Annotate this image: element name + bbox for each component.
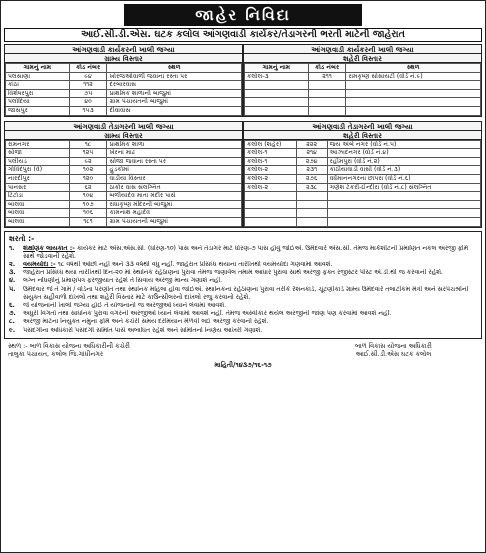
table-row [245,98,481,107]
condition-text: પસંદગીના અધિકારો પસંદગી સમિતિ પાસે અબાધિત રહેશે અને સમિતિનો નિર્ણય આખરી ગણાશે. [23,326,263,334]
table-row [6,140,242,149]
condition-item [9,302,477,310]
worker-urban-block [243,44,482,117]
cell-location: વર્ધમાનનગરના છાપરા (વોર્ડ નં.૬) [327,174,480,183]
cell-village: રામનગર [6,140,70,149]
cell-village: જાસપુર [6,106,70,115]
condition-text: જાહેરાત પ્રસિધ્ધ થયા તારીખથી દિન-૨૦ માં સ્થાનિક રહેઠાણના પુરાવા તેમજ જણાવેલ તમામ આધાર પુરાવા સાથે અરજી ફક્ત રજીસ્ટર પોસ્ટ એ.ડી.થી જ કરવાની રહેશે. [23,269,443,277]
cell-village: બાલવા [6,217,70,226]
cell-code: ૧૧૨ [69,81,107,90]
cell-code: ૪૦ [69,98,107,107]
table-row [245,106,481,115]
signatory-office: આઈ.સી.ડી.એસ ઘટક કલોલ [355,350,432,359]
cell-location: રહીમપુરા (વોર્ડ નં.૨) [327,157,480,166]
cell-village: પલીયડ [6,157,70,166]
cell-location: દીવાવાસ [107,106,242,115]
footer-place [8,342,299,359]
condition-item [9,261,477,269]
helper-urban-table [244,140,481,227]
condition-text: અરજી માટેના નિયુક્ત નમુના ફોર્મ અને કચેરી સમય દરમિયાન મેળવી લઈ અરજી કરવાની રહેશે. [23,318,269,326]
condition-item [9,327,477,335]
cell-location: કામનાથ મહાદેવ [107,209,242,218]
cell-code: ૨૩૧ [296,166,327,175]
helper-rural-block [4,121,243,228]
condition-item [9,318,477,326]
cell-village: કલોલ (શહેર) [245,140,297,149]
table-row [6,166,242,175]
condition-item [9,277,477,285]
worker-rural-block [4,44,243,117]
cell-code: ૭૫ [69,89,107,98]
condition-number: ૧. [9,244,15,252]
cell-code: ૧૮ [69,140,107,149]
table-row [245,149,481,158]
table-row [245,166,481,175]
table-row [245,209,481,218]
cell-location: ખેરના માઢ [107,149,242,158]
cell-village: બાલવા [6,209,70,218]
condition-number: ૫. [9,285,16,293]
table-row [6,81,242,90]
condition-text: ૧૮ વર્ષથી ઓછી નહી અને ૩૩ વર્ષથી વધુ નહીં. જાહેરાત પ્રસિધ્ધ થયાના તારીખથી વયમર્યાદા ગણવામાં આવશે. [57,260,333,268]
column-header: સ્થળ [107,64,242,73]
cell-code: ૨૩૮ [296,183,327,192]
table-row [245,81,481,90]
table-row [6,192,242,201]
conditions-section [4,231,482,339]
table-row [6,209,242,218]
table-row [245,89,481,98]
cell-village: પલોદિયા [6,98,70,107]
cell-code: ૯૨ [69,157,107,166]
block-title: આંગણવાડી કાર્યકરની ખાલી જગ્યા [5,45,242,54]
cell-location: ઠાકોર વાસ સંલગ્નિત [107,183,242,192]
column-header: સ્થળ [346,64,481,73]
cell-code: ૧૦૪ [69,192,107,201]
cell-code: ૧૨૫ [69,149,107,158]
table-row [245,72,481,81]
worker-rural-table [5,63,242,116]
condition-text: ઉમેદવાર જે તે ગામ / વોર્ડના પરણીત તથા સ્થાનિક મહિલા હોવા જોઈએ. સ્થાનિકના રહેઠાણના પુરાવા તરીકે રેશનકાર્ડ, ચૂંટણીકાર્ડ ગ્રામ્ય ઉમેદવારે તલાટીકમ મંત્રી અને સરપંચશ્રીની સંયુક્ત સહીવાળો દાખલો તથા શહેરી વિસ્તાર માટે કાઉન્સીલરનો દાખલો રજુ કરવાનો રહેશે. [23,285,469,301]
column-header: કોડ નંબર [308,64,346,73]
table-row [6,106,242,115]
table-row [245,217,481,226]
cell-village: કાંઠા [6,81,70,90]
condition-number: ૭. [9,310,16,318]
cell-location: કાઠીયાવાડી વાસી (વોર્ડ નં.૩) [327,166,480,175]
block-title: આંગણવાડી કાર્યકરની ખાલી જગ્યા [244,45,481,54]
notice-footer [4,342,482,359]
condition-number: ૨. [9,260,16,268]
cell-location: દરબારવાસ [107,81,242,90]
area-title: ગ્રામ્ય વિસ્તાર [5,54,242,63]
table-row [6,174,242,183]
condition-item [9,310,477,318]
table-row [245,157,481,166]
cell-village: સોજા [6,149,70,158]
condition-number: ૬. [9,301,15,309]
notice-banner: જાહેર નિવિદા [124,4,362,26]
cell-location: ગ્રામ પંચાયતની બાજુમાં [107,217,242,226]
cell-code: ૬૨ [69,183,107,192]
column-header: ગામનું નામ [245,64,309,73]
cell-code: ૨૨૨ [296,140,327,149]
cell-code: ૧૮૧ [69,217,107,226]
cell-village: ટિંટોડા [6,192,70,201]
cell-village: કલોલ-૨ [245,174,297,183]
cell-village: કલોલ-૧ [245,157,297,166]
table-row [245,183,481,192]
cell-location: આઝાદનગર (વોર્ડ નં.૪) [327,149,480,158]
cell-location: ખોરજઓવાળી જવાના રસ્તા પર [107,72,242,81]
notice-subtitle: આઈ.સી.ડી.એસ. ઘટક કલોલ આંગણવાડી કાર્યકર/તેડાગરની ભરતી માટેની જાહેરાત [4,28,482,42]
cell-village: વિશેષરપુરા [6,89,70,98]
cell-code: ૧૨૦ [69,174,107,183]
condition-item [9,245,477,261]
cell-code: ૯૪ [69,72,107,81]
condition-number: ૪. [9,277,16,285]
cell-location: હુડકોમાં [107,166,242,175]
area-title: શહેરી વિસ્તાર [244,131,481,140]
cell-location: રાધાકૃષ્ણ મંદિરની બાજુમાં [107,200,242,209]
cell-village: બાલવા [6,200,70,209]
condition-text: લગ્ન નોંધણીનું પ્રમાણપત્ર ફરજીયાત રહેશે તે સિવાય અરજી માન્ય ગણાશે નહી. [23,277,223,285]
table-row [6,149,242,158]
table-row [245,200,481,209]
conditions-heading: શરતો :- [9,233,35,243]
table-row [6,200,242,209]
condition-number: ૯. [9,326,16,334]
condition-text: કાર્યકર માટે એસ.એસ.સી. (ધોરણ-૧૦) પાસ અને તેડાગર માટે ધોરણ-૭ પાસ હોવું જોઈએ. ઉમેદવારે એસ.સી. તેમજ માર્કશીટની પ્રમાણિત નકલ અરજી ફોર્મ સાથે જોડવાની રહેશે. [23,244,469,260]
cell-location: રામકૃષ્ણ સોસાયટી (વોર્ડ નં.૯) [346,72,481,81]
condition-text: જે યોજનાની ખાલી જગ્યા હોઈ તે યોજનાની જ અરજીઓ ધ્યાને લેવામાં આવશે. [23,301,227,309]
cell-code: ૨૧૪ [296,149,327,158]
worker-vacancy-section [4,44,482,117]
table-row [245,192,481,201]
condition-item [9,286,477,302]
cell-village: કલોલ-૧ [245,149,297,158]
condition-item [9,269,477,277]
condition-text: અધુરી વિગતો તથા સાધનિક પુરાવા વગરની અરજીઓ ધ્યાને લેવામાં આવશે નહીં. તેમજ અસ્વીકાર થયેલ અરજીની જાણ પણ કરવામાં આવશે નહીં. [23,310,392,318]
block-title: આંગણવાડી તેડાગરની ખાલી જગ્યા [244,122,481,131]
cell-code: ૨૧૧ [308,72,346,81]
condition-lead: શૈક્ષણિક લાયકાત :- [23,244,75,252]
helper-urban-block [243,121,482,228]
cell-location: બળીયાદેવ માતા મંદીર પાસે [107,192,242,201]
block-title: આંગણવાડી તેડાગરની ખાલી જગ્યા [5,122,242,131]
cell-location: ગણેશ ટેકરી-ઈન્દીરા (વોર્ડ નં.૮) સંલગ્નિત [327,183,480,192]
table-row [6,98,242,107]
table-row [6,89,242,98]
area-title: શહેરી વિસ્તાર [244,54,481,63]
footer-place-line: તાલુકા પંચાયત, કલોલ જિ.ગાંધીનગર [8,350,104,359]
table-row [6,72,242,81]
cell-code: ૨૭૪ [296,157,327,166]
cell-code: ૧૫૩ [69,106,107,115]
cell-village: પલસાણા [6,72,70,81]
condition-number: ૮. [9,318,15,326]
cell-location: જય અંબે નગર (વોર્ડ નં.૫) [327,140,480,149]
column-header: ગામનું નામ [6,64,70,73]
condition-lead: વયમર્યાદા :- [23,260,56,268]
signatory-title: બાળ વિકાસ યોજના અધિકારી [354,341,432,350]
helper-rural-table [5,140,242,227]
reference-number: માહિતી/૧૪૩૭/૧૬-૧૭ [214,360,272,369]
cell-code: ૧૦૬ [69,209,107,218]
cell-code: ૨૭૬ [296,174,327,183]
footer-place-line: સ્થળ :- બાળ વિકાસ યોજના અધિકારીની કચેરી [8,341,130,350]
cell-village: ગોવિંદપુરા (વે) [6,166,70,175]
helper-vacancy-section [4,121,482,228]
cell-location: સોજા જવાના રસ્તા પર [107,157,242,166]
cell-location: વાડીયા વિસ્તાર [107,174,242,183]
cell-location: પ્રાથમિક શાળા [107,140,242,149]
cell-code: ૧૦૭ [69,200,107,209]
cell-village: કલોલ-૨ [245,183,297,192]
cell-code: ૧૦૨ [69,166,107,175]
area-title: ગ્રામ્ય વિસ્તાર [5,131,242,140]
table-row [245,174,481,183]
table-row [6,217,242,226]
column-header: કોડ નંબર [69,64,107,73]
footer-signatory [309,342,478,359]
cell-village: કલોલ-૨ [245,166,297,175]
cell-location: ગ્રામ પંચાયતની બાજુમાં [107,98,242,107]
table-row [245,140,481,149]
cell-village: કલોલ-૩ [245,72,309,81]
cell-location: પ્રાથમિક શાળાની બાજુમાં [107,89,242,98]
worker-urban-table [244,63,481,116]
table-row [6,183,242,192]
cell-village: પાનસર [6,183,70,192]
table-row [6,157,242,166]
condition-number: ૩. [9,269,16,277]
cell-village: નારદીપુર [6,174,70,183]
